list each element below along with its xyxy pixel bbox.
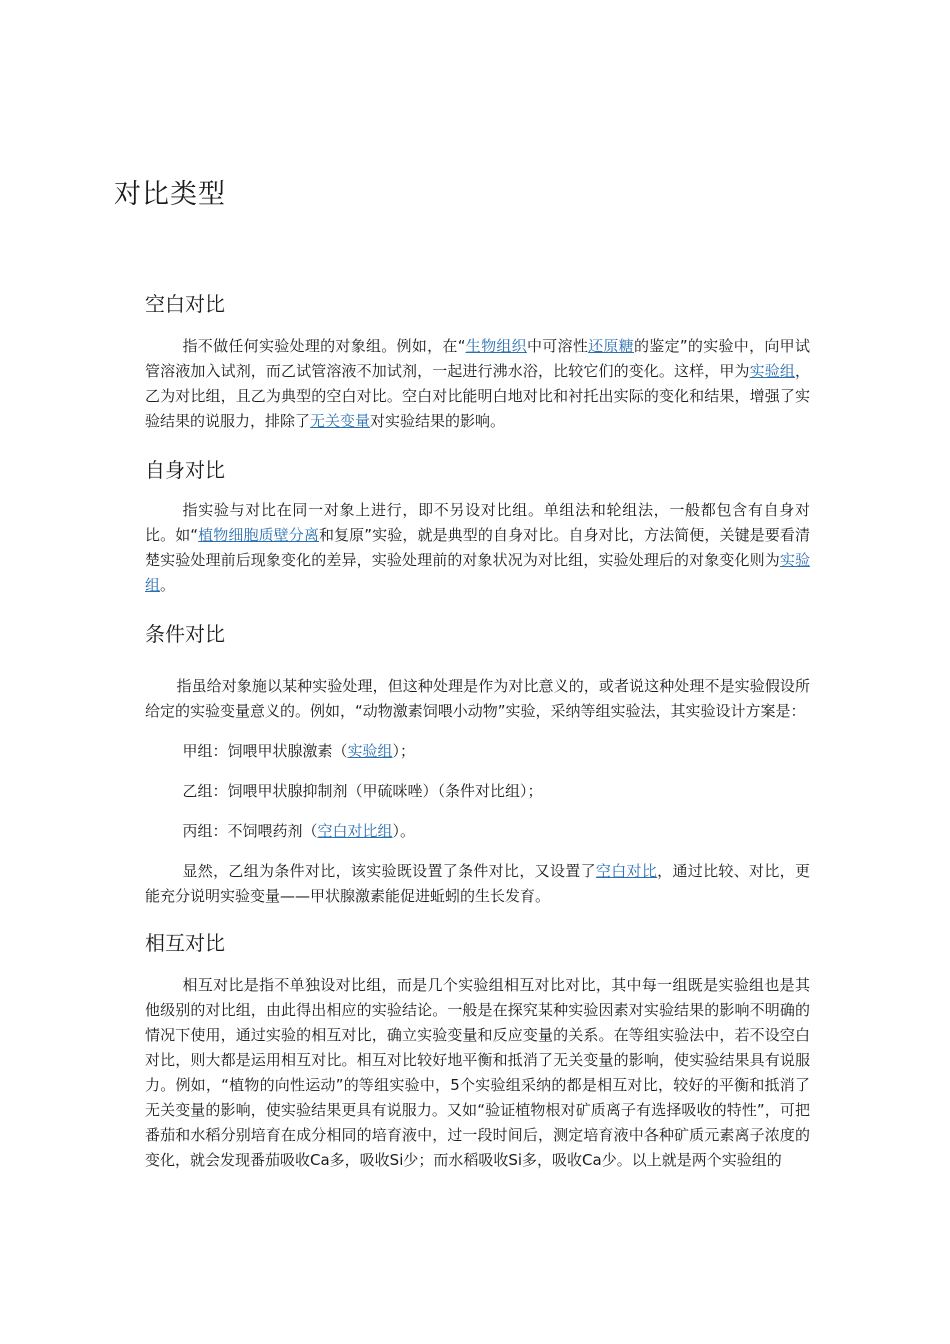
list-item-text: ）。 (392, 822, 416, 840)
link-reducing-sugar[interactable]: 还原糖 (588, 337, 634, 355)
paragraph-text: 指实验与对比在同一对象上进行，即不另设对比组。单组法和轮组法，一般都包含有自身对比。如“ (145, 501, 810, 544)
section-heading-self-control: 自身对比 (145, 458, 225, 482)
paragraph-text: 显然，乙组为条件对比，该实验既设置了条件对比，又设置了 (182, 862, 596, 880)
page-title: 对比类型 (114, 179, 226, 210)
list-item: 乙组：饲喂甲状腺抑制剂（甲硫咪唑）（条件对比组）； (182, 782, 543, 800)
list-item (145, 739, 810, 764)
link-experimental-group[interactable]: 实验组 (347, 742, 393, 760)
section-paragraph: 相互对比是指不单独设对比组，而是几个实验组相互对比对比，其中每一组既是实验组也是其他级别的对比组，由此得出相应的实验结论。一般是在探究某种实验因素对实验结果的影响不明确的情况下使用，通过实验的相互对比，确立实验变量和反应变量的关系。在等组实验法中，若不设空白对比，则大都是运用相互对比。相互对比较好地平衡和抵消了无关变量的影响，使实验结果具有说服力。例如，“植物的向性运动”的等组实验中，5个实验组采纳的都是相互对比，较好的平衡和抵消了无关变量的影响，使实验结果更具有说服力。又如“验证植物根对矿质离子有选择吸收的特性”，可把番茄和水稻分别培育在成分相同的培育液中，过一段时间后，测定培育液中各种矿质元素离子浓度的变化，就会发现番茄吸收Ca多，吸收Si少；而水稻吸收Si多，吸收Ca少。以上就是两个实验组的 (145, 976, 810, 1169)
section-paragraph (145, 498, 810, 598)
paragraph-text: 和复原”实验，就是典型的自身对比。自身对比，方法简便，关键是要看清楚实验处理前后现象变化的差异，实验处理前的对象状况为对比组，实验处理后的对象变化则为 (145, 526, 810, 569)
paragraph-text: 中可溶性 (526, 337, 589, 355)
list-item (145, 819, 810, 844)
list-item-text: 甲组：饲喂甲状腺激素（ (182, 742, 348, 760)
paragraph-text: 。 (160, 576, 176, 594)
section-heading-mutual-control: 相互对比 (145, 931, 225, 955)
paragraph-text: ，乙为对比组，且乙为典型的空白对比。空白对比能明白地对比和衬托出实际的变化和结果，增强了实验结果的说服力，排除了 (145, 362, 810, 430)
list-item-text: 丙组：不饲喂药剂（ (182, 822, 318, 840)
paragraph-text: ，通过比较、对比，更能充分说明实验变量——甲状腺激素能促进蚯蚓的生长发育。 (145, 862, 810, 905)
section-heading-conditional-control: 条件对比 (145, 622, 225, 646)
paragraph-text: 对实验结果的影响。 (370, 412, 506, 430)
link-blank-control[interactable]: 空白对比 (595, 862, 658, 880)
paragraph-text: 指不做任何实验处理的对象组。例如，在“ (182, 337, 466, 355)
link-plasmolysis[interactable]: 植物细胞质壁分离 (198, 526, 319, 544)
section-heading-blank-control: 空白对比 (145, 292, 225, 316)
list-item-text: ）； (392, 742, 416, 760)
link-irrelevant-variable[interactable]: 无关变量 (310, 412, 371, 430)
link-experimental-group[interactable]: 实验组 (749, 362, 795, 380)
paragraph-text: 的鉴定”的实验中，向甲试管溶液加入试剂，而乙试管溶液不加试剂，一起进行沸水浴，比较它们的变化。这样，甲为 (145, 337, 810, 380)
section-paragraph (145, 334, 810, 434)
section-paragraph: 指虽给对象施以某种实验处理，但这种处理是作为对比意义的，或者说这种处理不是实验假设所给定的实验变量意义的。例如，“动物激素饲喂小动物”实验，采纳等组实验法，其实验设计方案是： (145, 677, 810, 720)
link-biological-tissue[interactable]: 生物组织 (465, 337, 527, 355)
link-experimental-group[interactable]: 实验组 (145, 551, 810, 594)
section-paragraph (145, 859, 810, 909)
link-blank-control-group[interactable]: 空白对比组 (317, 822, 393, 840)
document-body (145, 290, 810, 1173)
